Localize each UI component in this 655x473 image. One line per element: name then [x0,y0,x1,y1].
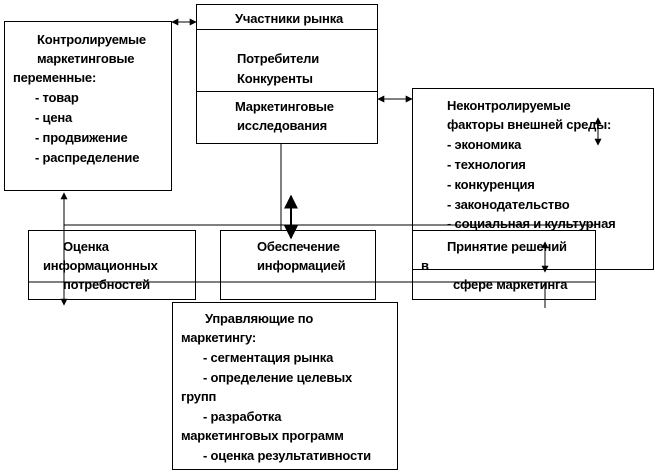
participants-title: Участники рынка [235,11,344,26]
market-participants-box [196,4,378,144]
assessment-line-2: информационных [43,258,158,273]
controllable-item: - товар [35,90,79,105]
managers-item: - сегментация рынка [203,350,334,365]
participants-consumers: Потребители [237,51,319,66]
decisions-line-1: Принятие решений [447,239,567,254]
uncontrollable-item: - конкуренция [447,177,535,192]
uncontrollable-item: - законодательство [447,197,570,212]
participants-competitors: Конкуренты [237,71,313,86]
controllable-variables-box [4,21,172,191]
assessment-line-1: Оценка [63,239,109,254]
managers-title-line-1: Управляющие по [205,311,314,326]
uncontrollable-item: - технология [447,157,526,172]
managers-title-line-2: маркетингу: [181,330,256,345]
research-line-2: исследования [237,118,328,133]
uncontrollable-title-line-2: факторы внешней среды: [447,117,612,132]
uncontrollable-title-line-1: Неконтролируемые [447,98,571,113]
controllable-item: - цена [35,110,73,125]
assessment-line-3: потребностей [63,277,150,292]
decisions-line-3: сфере маркетинга [453,277,568,292]
marketing-decisions-box [412,230,596,300]
managers-item: групп [181,389,217,404]
assessment-needs-box [28,230,196,300]
controllable-title-line-2: маркетинговые [37,51,135,66]
managers-item: маркетинговых программ [181,428,344,443]
provision-line-2: информацией [257,258,346,273]
provision-line-1: Обеспечение [257,239,340,254]
information-provision-box [220,230,376,300]
research-divider [197,91,377,92]
controllable-title-line-1: Контролируемые [37,32,146,47]
uncontrollable-item: - социальная и культурная [447,216,616,231]
decisions-line-2: в [421,258,429,273]
research-line-1: Маркетинговые [235,99,334,114]
participants-divider [197,29,377,30]
managers-item: - определение целевых [203,370,353,385]
controllable-item: - распределение [35,150,140,165]
uncontrollable-item: - экономика [447,137,522,152]
controllable-item: - продвижение [35,130,128,145]
managers-item: - разработка [203,409,282,424]
marketing-managers-box [172,302,398,470]
managers-item: - оценка результативности [203,448,371,463]
controllable-title-line-3: переменные: [13,70,97,85]
